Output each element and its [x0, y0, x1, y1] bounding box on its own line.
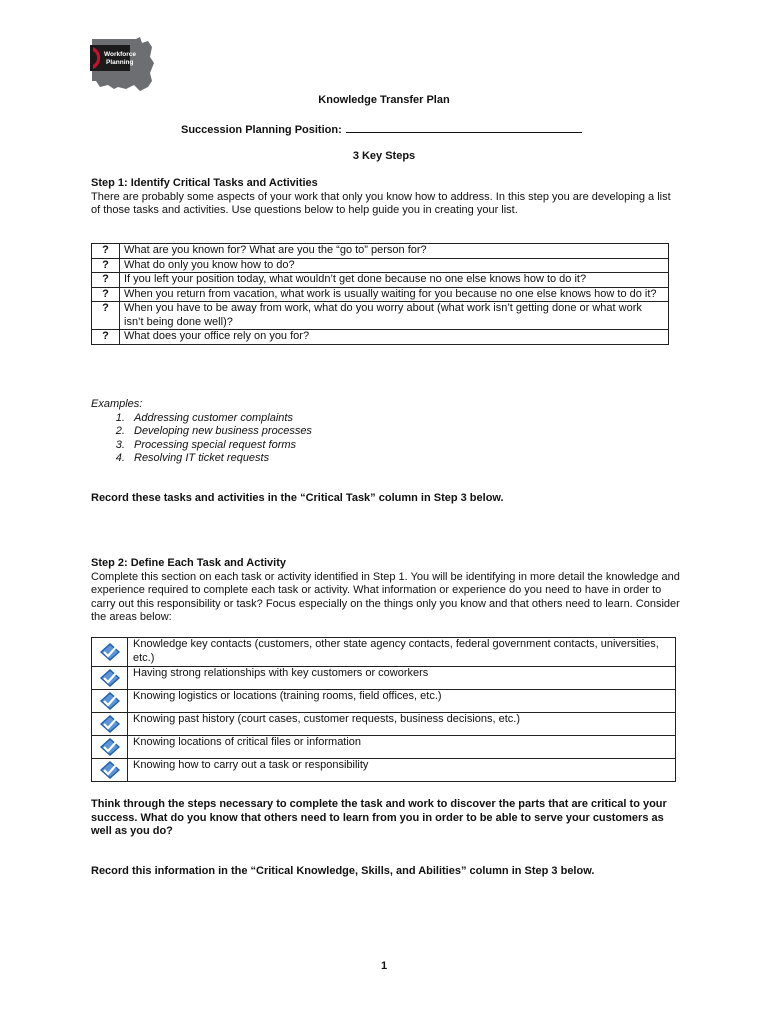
step2-think-paragraph: Think through the steps necessary to complete the task and work to discover the parts that are critical to your success. What do you know that others need to learn from you in order to be able to serve your customers as well as you do?: [91, 798, 667, 837]
table-row: [92, 330, 669, 345]
position-blank-line[interactable]: [346, 121, 582, 133]
checkbox-icon: [92, 690, 128, 713]
step1-body: There are probably some aspects of your work that only you know how to address. In this step you are developing a list of those tasks and activities. Use questions below to help guide you in creating your list.: [91, 190, 671, 216]
table-row: [92, 713, 676, 736]
step2-heading: Step 2: Define Each Task and Activity: [91, 557, 287, 569]
list-item: 1. Addressing customer complaints: [128, 412, 312, 426]
question-text: When you return from vacation, what work is usually waiting for you because no one else knows how to do it?: [120, 287, 669, 302]
table-row: [92, 287, 669, 302]
question-mark-icon: ?: [92, 273, 120, 288]
table-row: [92, 736, 676, 759]
area-text: Having strong relationships with key customers or coworkers: [128, 667, 676, 690]
step1-section: [91, 177, 681, 218]
position-field: [181, 121, 582, 138]
area-text: Knowledge key contacts (customers, other state agency contacts, federal government contacts, universities, etc.): [128, 638, 676, 667]
question-mark-icon: ?: [92, 244, 120, 259]
step2-record-instruction: Record this information in the “Critical Knowledge, Skills, and Abilities” column in Step 3 below.: [91, 865, 595, 877]
table-row: [92, 638, 676, 667]
area-text: Knowing past history (court cases, customer requests, business decisions, etc.): [128, 713, 676, 736]
checkbox-icon: [92, 759, 128, 782]
question-text: What are you known for? What are you the “go to” person for?: [120, 244, 669, 259]
key-steps-heading: 3 Key Steps: [352, 150, 416, 162]
question-mark-icon: ?: [92, 258, 120, 273]
table-row: [92, 759, 676, 782]
table-row: [92, 302, 669, 330]
step2-areas-table: [91, 637, 676, 782]
page-number: 1: [380, 960, 388, 972]
area-text: Knowing locations of critical files or information: [128, 736, 676, 759]
step2-body: Complete this section on each task or activity identified in Step 1. You will be identifying in more detail the knowledge and experience required to complete each task or activity. What information or experience do you need to have in order to carry out this responsibility or task? Focus especially on the things only you know and that others need to learn. Consider the areas below:: [91, 570, 680, 623]
question-text: If you left your position today, what wouldn’t get done because no one else knows how to do it?: [120, 273, 669, 288]
list-item: 4. Resolving IT ticket requests: [128, 452, 312, 466]
table-row: [92, 667, 676, 690]
workforce-planning-logo: [90, 37, 156, 91]
checkbox-icon: [92, 736, 128, 759]
question-text: When you have to be away from work, what do you worry about (what work isn’t getting done or what work isn’t being done well)?: [120, 302, 669, 330]
question-text: What do only you know how to do?: [120, 258, 669, 273]
question-mark-icon: ?: [92, 287, 120, 302]
table-row: [92, 273, 669, 288]
examples-label: Examples:: [91, 398, 143, 410]
examples-section: [91, 398, 312, 466]
question-mark-icon: ?: [92, 330, 120, 345]
checkbox-icon: [92, 713, 128, 736]
table-row: [92, 244, 669, 259]
logo-text-line2: Planning: [106, 59, 134, 66]
step2-section: [91, 557, 681, 625]
table-row: [92, 258, 669, 273]
checkbox-icon: [92, 638, 128, 667]
page-title: Knowledge Transfer Plan: [318, 94, 450, 106]
step1-questions-table: [91, 243, 669, 345]
step1-record-instruction: Record these tasks and activities in the “Critical Task” column in Step 3 below.: [91, 492, 504, 504]
list-item: 3. Processing special request forms: [128, 439, 312, 453]
examples-list: [91, 412, 312, 466]
question-text: What does your office rely on you for?: [120, 330, 669, 345]
step1-heading: Step 1: Identify Critical Tasks and Activities: [91, 177, 318, 189]
question-mark-icon: ?: [92, 302, 120, 330]
checkbox-icon: [92, 667, 128, 690]
area-text: Knowing how to carry out a task or responsibility: [128, 759, 676, 782]
logo-text-line1: Workforce: [104, 51, 137, 58]
table-row: [92, 690, 676, 713]
list-item: 2. Developing new business processes: [128, 425, 312, 439]
area-text: Knowing logistics or locations (training rooms, field offices, etc.): [128, 690, 676, 713]
position-label: Succession Planning Position:: [181, 124, 342, 136]
